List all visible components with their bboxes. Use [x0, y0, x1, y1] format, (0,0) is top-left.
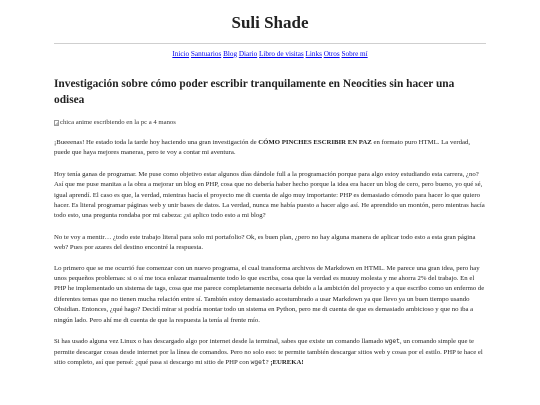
emphasis-text: CÓMO PINCHES ESCRIBIR EN PAZ	[258, 139, 372, 146]
broken-image-icon	[54, 120, 59, 126]
paragraph-text: en formato puro HTML. La verdad, puede que haya mejores maneras, pero te voy a contar mi aventura.	[54, 139, 471, 157]
nav-link-santuarios[interactable]: Santuarios	[190, 50, 222, 58]
nav-link-sobre-mi[interactable]: Sobre mí	[341, 50, 368, 58]
inline-code: wget	[384, 338, 400, 346]
site-title: Suli Shade	[231, 13, 309, 32]
nav-link-inicio[interactable]: Inicio	[172, 50, 190, 58]
post-paragraph-2	[54, 170, 486, 222]
nav-link-libro-de-visitas[interactable]: Libro de visitas	[259, 50, 304, 58]
post-paragraph-4	[54, 264, 486, 326]
main-nav	[54, 49, 486, 59]
title-divider	[54, 43, 486, 44]
post-paragraph-5	[54, 337, 486, 368]
paragraph-text: Lo primero que se me ocurrió fue comenzar con un nuevo programa, el cual transforma archivos de Markdown en HTML. Me parece una gran idea, pero hay unos pequeños problemas: si o sí me toca enlazar manualmente todo lo que escriba, cosa que la verdad es muuuy molesta y me ahorra 2% del trabajo. En el PHP he implementado un sistema de tags, cosa que me parece completamente necesaria debido a la ambición del proyecto y a que escribo como un enfermo de diferentes temas que no tienen mucha relación entre sí. También estoy demasiado acostumbrado a usar Markdown ya que llevo ya un buen tiempo usando Obsidian. Entonces, ¿qué hago? Decidí mirar si podría montar todo un sistema en Python, pero me di cuenta de que es demasiado ambicioso y que no iba a ningún lado. Pero ahí me di cuenta de que la respuesta la tenía al frente mío.	[54, 264, 485, 324]
nav-link-diario[interactable]: Diario	[238, 50, 258, 58]
post-paragraph-1	[54, 138, 486, 159]
paragraph-text: ?	[265, 358, 271, 366]
post-image-alt-text: chica anime escribiendo en la pc a 4 manos	[60, 119, 176, 126]
post-title: Investigación sobre cómo poder escribir tranquilamente en Neocities sin hacer una odisea	[54, 78, 455, 106]
paragraph-text: Si has usado alguna vez Linux o has descargado algo por internet desde la terminal, sabes que existe un comando llamado	[54, 338, 385, 346]
emphasis-text: ¡EUREKA!	[270, 358, 304, 366]
paragraph-text: ¡Bueeenas! He estado toda la tarde hoy haciendo una gran investigación de	[54, 139, 259, 146]
paragraph-text: No te voy a mentir… ¿todo este trabajo literal para solo mi portafolio? Ok, es buen plan, ¿pero no hay alguna manera de aplicar todo esto a esta gran página web? Pues por azares del destino encontré la respuesta.	[54, 233, 476, 252]
nav-link-links[interactable]: Links	[305, 50, 322, 58]
nav-link-blog[interactable]: Blog	[223, 50, 238, 58]
inline-code: wget	[250, 358, 266, 366]
post-image	[54, 118, 486, 128]
nav-link-otros[interactable]: Otros	[323, 50, 340, 58]
post-paragraph-3	[54, 233, 486, 254]
paragraph-text: , un comando simple que te permite descargar cosas desde internet por la línea de comandos. Pero no solo eso: te permite también descargar sitios web y cosas por el estilo. PHP te hace el sitio completo, así que pensé: ¿qué pasa si descargo mi sitio de PHP con	[54, 338, 483, 366]
page	[54, 0, 486, 368]
paragraph-text: Hoy tenía ganas de programar. Me puse como objetivo estar algunos días dándole full a la programación porque para algo estoy estudiando esta carrera, ¿no? Así que me puse manitas a la obra a mejorar un blog en PHP, cosa que no debería haber hecho porque la idea era hacer un blog de cero, pero bueno, yo qué sé, igual aprendí. El caso es que, la verdad, mientras hacía el proyecto me di cuenta de algo muy importante: PHP es demasiado cómodo para hacer lo que quiero hacer. Es literal programar páginas web y unir bases de datos. La verdad, nunca me había puesto a hacer algo así. He aprendido un montón, pero mientras hacía todo esto, una pregunta rondaba por mi cabeza: ¿si aplico todo esto a mi blog?	[54, 170, 485, 220]
